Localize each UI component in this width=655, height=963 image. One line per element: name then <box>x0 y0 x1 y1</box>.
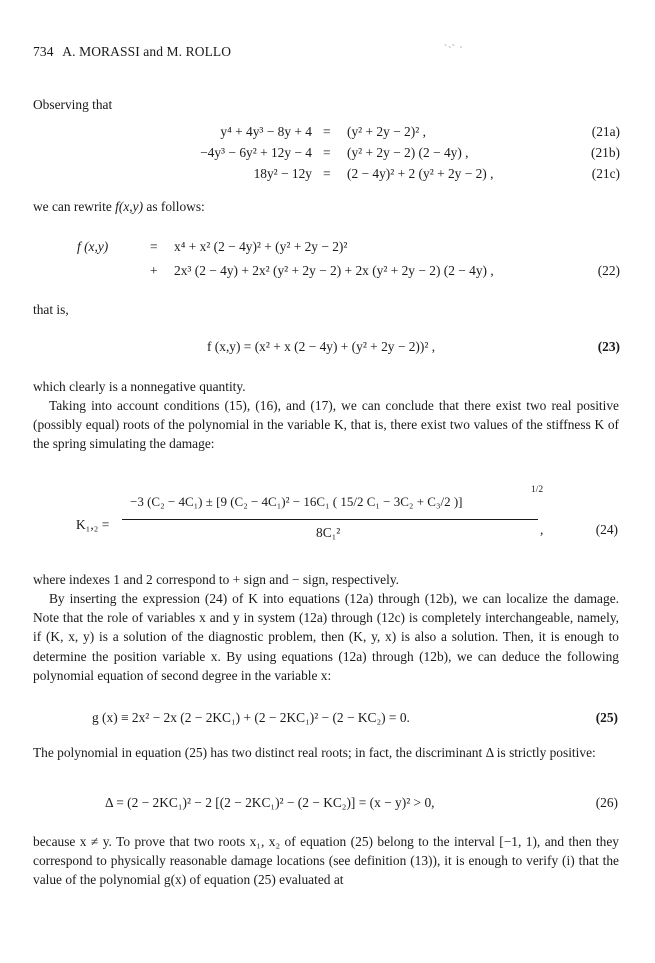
paragraph-observing: Observing that <box>33 97 113 112</box>
eq21a-number: (21a) <box>591 124 620 139</box>
eq23-number: (23) <box>597 339 620 354</box>
paragraph-rewrite <box>33 197 619 216</box>
rewrite-text-a: we can rewrite <box>33 199 116 214</box>
paragraph-roots: Taking into account conditions (15), (16), and (17), we can conclude that there exist two real positive (possibly equal) roots of the polynomial in the variable K, that is, there exist two values of the stiffness K of the spring simulating the damage: <box>33 398 619 452</box>
eq21c-rel: = <box>323 166 331 181</box>
eq22-rel: = <box>150 239 158 254</box>
eq24-fraction-bar <box>122 519 538 520</box>
eq21b-rhs: (y² + 2y − 2) (2 − 4y) , <box>347 145 469 160</box>
paragraph-localize: By inserting the expression (24) of K into equations (12a) through (12b), we can localize the damage. Note that the role of variables x and y in system (12a) through (12c) is completely interchangeable, namely, if (K, x, y) is a solution of the diagnostic problem, then (K, y, x) is also a solution. Then, it is enough to determine the position variable x. By using equations (12a) through (12b), we can deduce the following polynomial equation of second degree in the variable x: <box>33 591 619 683</box>
paragraph-that-is: that is, <box>33 302 69 317</box>
eq21a-lhs: y⁴ + 4y³ − 8y + 4 <box>220 124 312 139</box>
eq24-number: (24) <box>595 522 618 537</box>
rewrite-text-b: as follows: <box>143 199 205 214</box>
rewrite-function: f(x,y) <box>115 199 144 214</box>
eq22-lhs: f (x,y) <box>77 239 109 254</box>
eq24-lhs: K₁,₂ = <box>76 517 110 532</box>
paragraph-discriminant: The polynomial in equation (25) has two distinct real roots; in fact, the discriminant Δ is strictly positive: <box>33 745 596 760</box>
eq22-rhs-line1: x⁴ + x² (2 − 4y)² + (y² + 2y − 2)² <box>174 239 348 254</box>
eq26-number: (26) <box>595 795 618 810</box>
paragraph-because: because x ≠ y. To prove that two roots x₁, x₂ of equation (25) belong to the interval [−1, 1), and then they correspond to physically reasonable damage locations (see definition (13)), it is enough to verify (i) that the value of the polynomial g(x) of equation (25) evaluated at <box>33 834 619 888</box>
eq22-number: (22) <box>597 263 620 278</box>
running-authors: A. MORASSI and M. ROLLO <box>62 44 232 59</box>
eq21c-lhs: 18y² − 12y <box>253 166 312 181</box>
paragraph-indexes: where indexes 1 and 2 correspond to + sign and − sign, respectively. <box>33 572 400 587</box>
page-number: 734 <box>33 44 54 59</box>
eq23-expression: f (x,y) = (x² + x (2 − 4y) + (y² + 2y − 2))² , <box>207 339 436 354</box>
eq24-denominator: 8C₁² <box>316 525 341 540</box>
eq22-plus: + <box>150 263 158 278</box>
eq24-exponent: 1/2 <box>531 485 544 495</box>
print-mark: ̀` ̀ ´ <box>447 46 464 57</box>
eq21a-rel: = <box>323 124 331 139</box>
eq24-tail: , <box>540 522 544 537</box>
running-header <box>33 44 231 60</box>
eq24-numerator: −3 (C₂ − 4C₁) ± [9 (C₂ − 4C₁)² − 16C₁ ( 15/2 C₁ − 3C₂ + C₃/2 )] <box>130 494 463 509</box>
eq21a-rhs: (y² + 2y − 2)² , <box>347 124 426 139</box>
eq26-expression: Δ = (2 − 2KC₁)² − 2 [(2 − 2KC₁)² − (2 − KC₂)] = (x − y)² > 0, <box>105 795 435 810</box>
eq22-rhs-line2: 2x³ (2 − 4y) + 2x² (y² + 2y − 2) + 2x (y² + 2y − 2) (2 − 4y) , <box>174 263 494 278</box>
eq21b-number: (21b) <box>590 145 620 160</box>
eq21b-lhs: −4y³ − 6y² + 12y − 4 <box>200 145 312 160</box>
eq21c-rhs: (2 − 4y)² + 2 (y² + 2y − 2) , <box>347 166 494 181</box>
eq25-expression: g (x) ≡ 2x² − 2x (2 − 2KC₁) + (2 − 2KC₁)² − (2 − KC₂) = 0. <box>92 710 410 725</box>
paragraph-nonnegative: which clearly is a nonnegative quantity. <box>33 379 246 394</box>
eq21c-number: (21c) <box>591 166 620 181</box>
eq25-number: (25) <box>595 710 618 725</box>
eq21b-rel: = <box>323 145 331 160</box>
